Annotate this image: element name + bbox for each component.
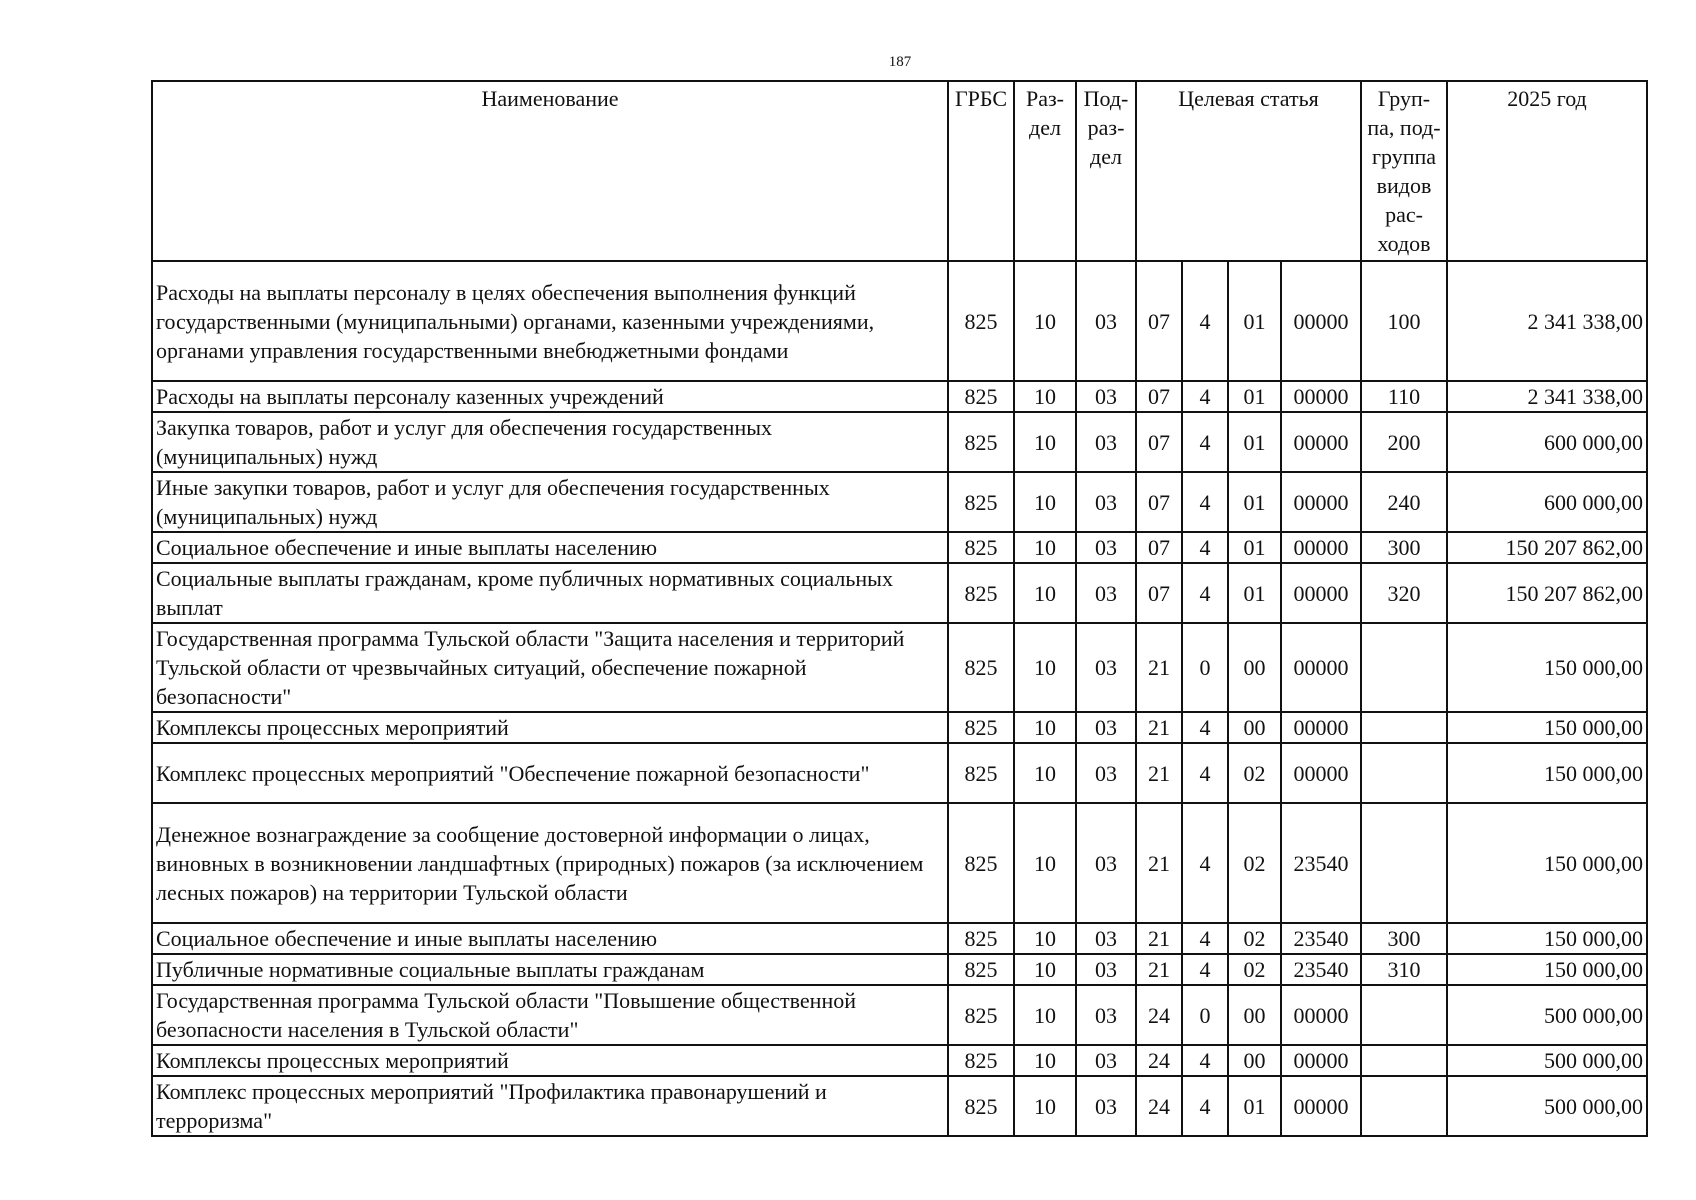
cell-section: 10	[1014, 712, 1076, 743]
cell-group: 300	[1361, 923, 1447, 954]
cell-t1: 07	[1136, 412, 1182, 472]
table-row	[152, 261, 1647, 381]
cell-name: Расходы на выплаты персоналу казенных учреждений	[152, 381, 948, 412]
cell-subsection: 03	[1076, 743, 1136, 803]
cell-name: Социальное обеспечение и иные выплаты населению	[152, 923, 948, 954]
cell-grbs: 825	[948, 1045, 1014, 1076]
cell-t1: 21	[1136, 803, 1182, 923]
cell-section: 10	[1014, 412, 1076, 472]
cell-section: 10	[1014, 803, 1076, 923]
table-row	[152, 923, 1647, 954]
cell-grbs: 825	[948, 803, 1014, 923]
cell-name: Комплекс процессных мероприятий "Профилактика правонарушений и терроризма"	[152, 1076, 948, 1136]
cell-amount: 500 000,00	[1447, 1076, 1647, 1136]
table-row	[152, 563, 1647, 623]
table-row	[152, 1076, 1647, 1136]
cell-t1: 21	[1136, 712, 1182, 743]
cell-grbs: 825	[948, 712, 1014, 743]
table-row	[152, 954, 1647, 985]
table-row	[152, 743, 1647, 803]
cell-grbs: 825	[948, 261, 1014, 381]
cell-amount: 600 000,00	[1447, 412, 1647, 472]
cell-subsection: 03	[1076, 712, 1136, 743]
cell-section: 10	[1014, 923, 1076, 954]
cell-grbs: 825	[948, 985, 1014, 1045]
cell-subsection: 03	[1076, 532, 1136, 563]
cell-grbs: 825	[948, 1076, 1014, 1136]
header-subsection: Под- раз- дел	[1076, 81, 1136, 261]
cell-t1: 21	[1136, 743, 1182, 803]
cell-t3: 01	[1228, 412, 1281, 472]
cell-section: 10	[1014, 743, 1076, 803]
cell-group	[1361, 1045, 1447, 1076]
cell-grbs: 825	[948, 472, 1014, 532]
cell-t4: 00000	[1281, 985, 1361, 1045]
cell-t2: 4	[1182, 532, 1228, 563]
cell-group	[1361, 712, 1447, 743]
cell-t3: 01	[1228, 532, 1281, 563]
cell-grbs: 825	[948, 743, 1014, 803]
header-name: Наименование	[152, 81, 948, 261]
cell-t4: 23540	[1281, 803, 1361, 923]
cell-t1: 24	[1136, 1076, 1182, 1136]
cell-group: 240	[1361, 472, 1447, 532]
cell-section: 10	[1014, 261, 1076, 381]
cell-amount: 150 000,00	[1447, 954, 1647, 985]
header-target-article: Целевая статья	[1136, 81, 1361, 261]
cell-t3: 00	[1228, 1045, 1281, 1076]
cell-group	[1361, 803, 1447, 923]
cell-t3: 00	[1228, 985, 1281, 1045]
cell-t1: 21	[1136, 923, 1182, 954]
cell-subsection: 03	[1076, 923, 1136, 954]
cell-grbs: 825	[948, 954, 1014, 985]
cell-t2: 4	[1182, 472, 1228, 532]
cell-group	[1361, 743, 1447, 803]
cell-section: 10	[1014, 1076, 1076, 1136]
cell-t2: 4	[1182, 412, 1228, 472]
cell-t3: 02	[1228, 803, 1281, 923]
cell-t2: 4	[1182, 1045, 1228, 1076]
cell-name: Социальные выплаты гражданам, кроме публичных нормативных социальных выплат	[152, 563, 948, 623]
cell-group: 100	[1361, 261, 1447, 381]
cell-t2: 4	[1182, 803, 1228, 923]
cell-subsection: 03	[1076, 1076, 1136, 1136]
cell-grbs: 825	[948, 623, 1014, 712]
cell-amount: 150 000,00	[1447, 803, 1647, 923]
table-row	[152, 381, 1647, 412]
cell-t4: 00000	[1281, 1045, 1361, 1076]
header-grbs: ГРБС	[948, 81, 1014, 261]
cell-t1: 21	[1136, 954, 1182, 985]
cell-t2: 4	[1182, 743, 1228, 803]
cell-amount: 150 000,00	[1447, 712, 1647, 743]
cell-group	[1361, 1076, 1447, 1136]
table-row	[152, 712, 1647, 743]
cell-t1: 21	[1136, 623, 1182, 712]
header-year-2025: 2025 год	[1447, 81, 1647, 261]
header-section: Раз- дел	[1014, 81, 1076, 261]
cell-name: Государственная программа Тульской области "Повышение общественной безопасности населения в Тульской области"	[152, 985, 948, 1045]
table-row	[152, 472, 1647, 532]
header-expense-group: Груп- па, под- группа видов рас- ходов	[1361, 81, 1447, 261]
cell-group: 200	[1361, 412, 1447, 472]
cell-t1: 07	[1136, 532, 1182, 563]
table-row	[152, 1045, 1647, 1076]
cell-section: 10	[1014, 954, 1076, 985]
cell-subsection: 03	[1076, 563, 1136, 623]
cell-group: 300	[1361, 532, 1447, 563]
cell-t3: 01	[1228, 472, 1281, 532]
cell-amount: 150 000,00	[1447, 623, 1647, 712]
cell-amount: 150 000,00	[1447, 743, 1647, 803]
cell-name: Расходы на выплаты персоналу в целях обеспечения выполнения функций государственными (муниципальными) органами, казенными учреждениями, органами управления государственными внебюджетными фондами	[152, 261, 948, 381]
cell-t2: 4	[1182, 712, 1228, 743]
cell-amount: 500 000,00	[1447, 985, 1647, 1045]
cell-name: Государственная программа Тульской области "Защита населения и территорий Тульской области от чрезвычайных ситуаций, обеспечение пожарной безопасности"	[152, 623, 948, 712]
cell-t3: 01	[1228, 1076, 1281, 1136]
table-row	[152, 803, 1647, 923]
cell-subsection: 03	[1076, 412, 1136, 472]
cell-subsection: 03	[1076, 623, 1136, 712]
cell-grbs: 825	[948, 923, 1014, 954]
cell-subsection: 03	[1076, 985, 1136, 1045]
cell-t1: 07	[1136, 261, 1182, 381]
cell-t2: 4	[1182, 563, 1228, 623]
cell-t1: 24	[1136, 985, 1182, 1045]
cell-section: 10	[1014, 472, 1076, 532]
cell-subsection: 03	[1076, 381, 1136, 412]
cell-t4: 00000	[1281, 743, 1361, 803]
cell-t3: 02	[1228, 954, 1281, 985]
cell-grbs: 825	[948, 381, 1014, 412]
cell-group: 320	[1361, 563, 1447, 623]
cell-t3: 02	[1228, 743, 1281, 803]
cell-t3: 00	[1228, 712, 1281, 743]
cell-t2: 0	[1182, 985, 1228, 1045]
cell-t2: 4	[1182, 1076, 1228, 1136]
cell-amount: 2 341 338,00	[1447, 381, 1647, 412]
cell-amount: 150 207 862,00	[1447, 532, 1647, 563]
table-row	[152, 985, 1647, 1045]
cell-grbs: 825	[948, 532, 1014, 563]
cell-t4: 00000	[1281, 472, 1361, 532]
cell-group	[1361, 985, 1447, 1045]
cell-subsection: 03	[1076, 803, 1136, 923]
cell-t1: 07	[1136, 381, 1182, 412]
cell-t1: 24	[1136, 1045, 1182, 1076]
cell-name: Социальное обеспечение и иные выплаты населению	[152, 532, 948, 563]
cell-subsection: 03	[1076, 472, 1136, 532]
table-row	[152, 412, 1647, 472]
cell-amount: 600 000,00	[1447, 472, 1647, 532]
cell-section: 10	[1014, 1045, 1076, 1076]
cell-name: Комплексы процессных мероприятий	[152, 712, 948, 743]
cell-subsection: 03	[1076, 954, 1136, 985]
cell-subsection: 03	[1076, 261, 1136, 381]
cell-t2: 0	[1182, 623, 1228, 712]
cell-section: 10	[1014, 381, 1076, 412]
cell-t4: 00000	[1281, 563, 1361, 623]
cell-group: 110	[1361, 381, 1447, 412]
cell-section: 10	[1014, 532, 1076, 563]
header-row	[152, 81, 1647, 261]
page-number: 187	[888, 54, 912, 70]
cell-t2: 4	[1182, 954, 1228, 985]
cell-t4: 00000	[1281, 412, 1361, 472]
cell-t3: 00	[1228, 623, 1281, 712]
cell-t4: 00000	[1281, 261, 1361, 381]
cell-group: 310	[1361, 954, 1447, 985]
cell-name: Закупка товаров, работ и услуг для обеспечения государственных (муниципальных) нужд	[152, 412, 948, 472]
cell-subsection: 03	[1076, 1045, 1136, 1076]
cell-section: 10	[1014, 563, 1076, 623]
cell-section: 10	[1014, 985, 1076, 1045]
cell-t4: 00000	[1281, 532, 1361, 563]
cell-name: Иные закупки товаров, работ и услуг для обеспечения государственных (муниципальных) нужд	[152, 472, 948, 532]
budget-table	[151, 80, 1648, 1137]
cell-amount: 150 000,00	[1447, 923, 1647, 954]
cell-amount: 150 207 862,00	[1447, 563, 1647, 623]
cell-t3: 01	[1228, 563, 1281, 623]
cell-t3: 01	[1228, 261, 1281, 381]
cell-group	[1361, 623, 1447, 712]
cell-t3: 01	[1228, 381, 1281, 412]
table-row	[152, 532, 1647, 563]
cell-t4: 00000	[1281, 623, 1361, 712]
cell-grbs: 825	[948, 412, 1014, 472]
cell-section: 10	[1014, 623, 1076, 712]
cell-t2: 4	[1182, 923, 1228, 954]
cell-name: Денежное вознаграждение за сообщение достоверной информации о лицах, виновных в возникновении ландшафтных (природных) пожаров (за исключением лесных пожаров) на территории Тульской области	[152, 803, 948, 923]
cell-t4: 23540	[1281, 954, 1361, 985]
cell-name: Комплекс процессных мероприятий "Обеспечение пожарной безопасности"	[152, 743, 948, 803]
cell-t1: 07	[1136, 563, 1182, 623]
cell-t2: 4	[1182, 261, 1228, 381]
cell-t4: 23540	[1281, 923, 1361, 954]
cell-amount: 2 341 338,00	[1447, 261, 1647, 381]
cell-t3: 02	[1228, 923, 1281, 954]
cell-t2: 4	[1182, 381, 1228, 412]
cell-t4: 00000	[1281, 381, 1361, 412]
cell-t4: 00000	[1281, 712, 1361, 743]
cell-name: Комплексы процессных мероприятий	[152, 1045, 948, 1076]
cell-t1: 07	[1136, 472, 1182, 532]
cell-name: Публичные нормативные социальные выплаты гражданам	[152, 954, 948, 985]
cell-amount: 500 000,00	[1447, 1045, 1647, 1076]
table-row	[152, 623, 1647, 712]
cell-grbs: 825	[948, 563, 1014, 623]
cell-t4: 00000	[1281, 1076, 1361, 1136]
